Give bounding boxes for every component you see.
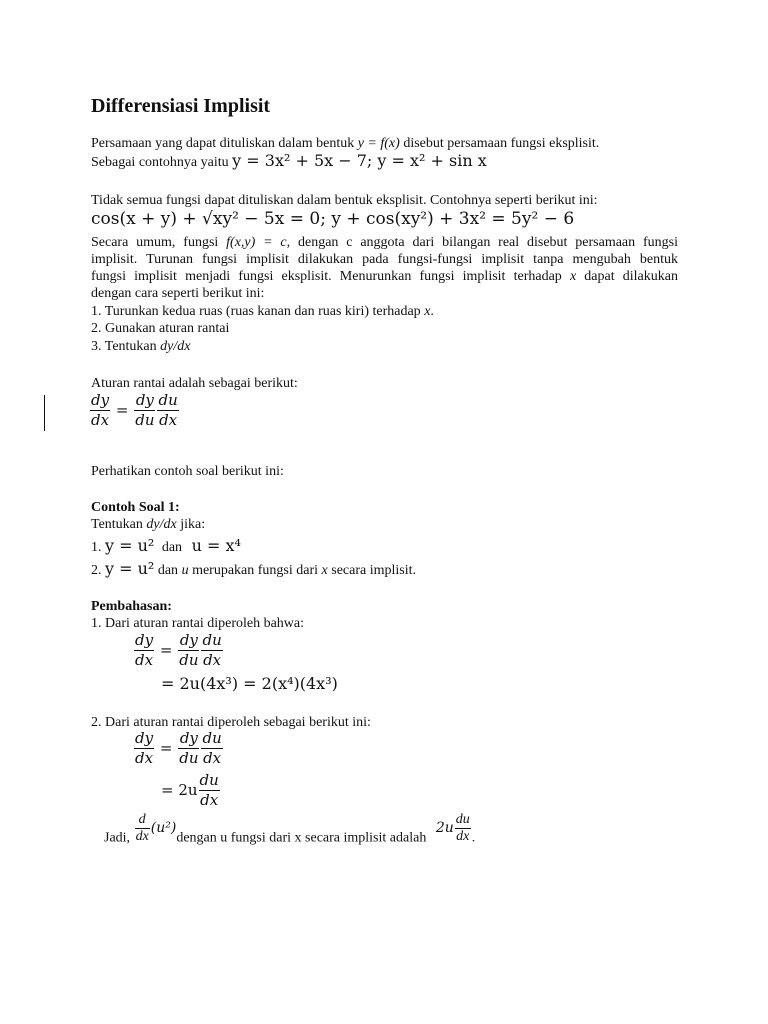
task-text: Tentukan [91, 517, 147, 532]
u-squared: (u²) [150, 820, 177, 836]
item-1-math-b: u = x⁴ [191, 536, 241, 555]
example-task [91, 516, 205, 533]
implicit-form: f(x,y) = c [226, 235, 287, 250]
task-dydx: dy/dx [146, 517, 177, 532]
intro-line-2-pre: Sebagai contohnya yaitu [91, 155, 233, 170]
implicit-para-line-2: implisit. Turunan fungsi implisit dilakukan pada fungsi-fungsi implisit tanpa mengubah bentuk [91, 252, 678, 267]
step-3 [91, 338, 190, 355]
example-item-1 [91, 537, 241, 556]
implicit-para-line-1 [91, 234, 678, 251]
step-3-text: 3. Tentukan [91, 339, 161, 354]
item-2-u: u [181, 563, 189, 578]
item-1-dan: dan [161, 540, 183, 555]
text-cursor [44, 395, 45, 431]
frac-du-dx: $\frac{du}{dx}$ [202, 729, 222, 767]
conclusion-period: . [471, 830, 476, 846]
explicit-form: y = f(x) [357, 136, 400, 151]
para-l1-a: Secara umum, fungsi [91, 235, 227, 250]
frac-d-dx: $\frac{d}{dx}$ [135, 812, 149, 844]
equals-sign: = [159, 739, 173, 757]
frac-dy-dx: $\frac{dy}{dx}$ [135, 729, 154, 767]
frac-dy-dx: $\frac{dy}{dx}$ [135, 631, 154, 669]
para-l1-b: , dengan c anggota dari bilangan real disebut persamaan fungsi [286, 235, 678, 250]
solution-part-2-intro: 2. Dari aturan rantai diperoleh sebagai berikut ini: [91, 715, 371, 730]
chain-rule-intro: Aturan rantai adalah sebagai berikut: [91, 376, 298, 391]
item-2-a: dan [154, 563, 182, 578]
intro-line-1 [91, 135, 599, 152]
item-1-math-a: y = u² [105, 536, 155, 555]
notice-line: Perhatikan contoh soal berikut ini: [91, 464, 284, 479]
implicit-intro-line: Tidak semua fungsi dapat dituliskan dalam bentuk eksplisit. Contohnya seperti berikut ini: [91, 193, 598, 208]
solution-part-2-formula [133, 729, 224, 768]
para-l3-b: dapat dilakukan [576, 269, 678, 284]
item-1-number: 1. [91, 540, 102, 555]
para-l3-a: fungsi implisit menjadi fungsi eksplisit. Menurunkan fungsi implisit terhadap [91, 269, 570, 284]
frac-dy-du: $\frac{dy}{du}$ [179, 631, 199, 669]
intro-line-1-pre: Persamaan yang dapat dituliskan dalam bentuk [91, 136, 358, 151]
page-title: Differensiasi Implisit [91, 95, 271, 117]
conclusion-2u: 2u [435, 820, 454, 836]
step-3-dydx: dy/dx [160, 339, 191, 354]
frac-du-dx: $\frac{du}{dx}$ [158, 391, 178, 429]
frac-dy-dx: $\frac{dy}{dx}$ [91, 391, 110, 429]
solution-part-1-formula [133, 631, 224, 670]
example-item-2 [91, 560, 416, 579]
solution-part-2-step [161, 771, 221, 810]
step-1 [91, 303, 434, 320]
frac-du-dx: $\frac{du}{dx}$ [455, 812, 470, 844]
intro-line-2 [91, 152, 487, 171]
equals-sign: = [115, 401, 129, 419]
item-2-c: secara implisit. [327, 563, 417, 578]
intro-line-1-post: disebut persamaan fungsi eksplisit. [399, 136, 600, 151]
implicit-example-equation: cos(x + y) + √xy² − 5x = 0; y + cos(xy²) + 3x² = 5y² − 6 [91, 209, 575, 229]
equals-sign: = [159, 641, 173, 659]
item-2-number: 2. [91, 563, 102, 578]
frac-du-dx: $\frac{du}{dx}$ [202, 631, 222, 669]
solution-part-1-intro: 1. Dari aturan rantai diperoleh bahwa: [91, 616, 305, 631]
item-2-x: x [321, 563, 328, 578]
step-1-x: x [424, 304, 431, 319]
explicit-example-math: y = 3x² + 5x − 7; y = x² + sin x [232, 151, 487, 170]
item-2-math: y = u² [105, 559, 155, 578]
item-2-b: merupakan fungsi dari [188, 563, 322, 578]
frac-dy-du: $\frac{dy}{du}$ [135, 391, 155, 429]
frac-dy-du: $\frac{dy}{du}$ [179, 729, 199, 767]
example-heading: Contoh Soal 1: [91, 500, 180, 515]
solution-part-1-result: = 2u(4x³) = 2(x⁴)(4x³) [161, 674, 338, 693]
step-1-text: 1. Turunkan kedua ruas (ruas kanan dan ruas kiri) terhadap [91, 304, 425, 319]
implicit-para-line-3 [91, 268, 678, 285]
eq-2u: = 2u [161, 781, 198, 799]
frac-du-dx: $\frac{du}{dx}$ [199, 771, 219, 809]
solution-heading: Pembahasan: [91, 599, 172, 614]
para-l3-x: x [569, 269, 577, 284]
conclusion-jadi: Jadi, [104, 830, 131, 846]
conclusion-text: dengan u fungsi dari x secara implisit adalah [176, 830, 427, 846]
chain-rule-formula [89, 391, 180, 430]
step-1-end: . [430, 304, 434, 319]
step-2: 2. Gunakan aturan rantai [91, 321, 230, 336]
implicit-para-line-4: dengan cara seperti berikut ini: [91, 286, 265, 301]
task-end: jika: [176, 517, 206, 532]
conclusion [104, 812, 475, 847]
